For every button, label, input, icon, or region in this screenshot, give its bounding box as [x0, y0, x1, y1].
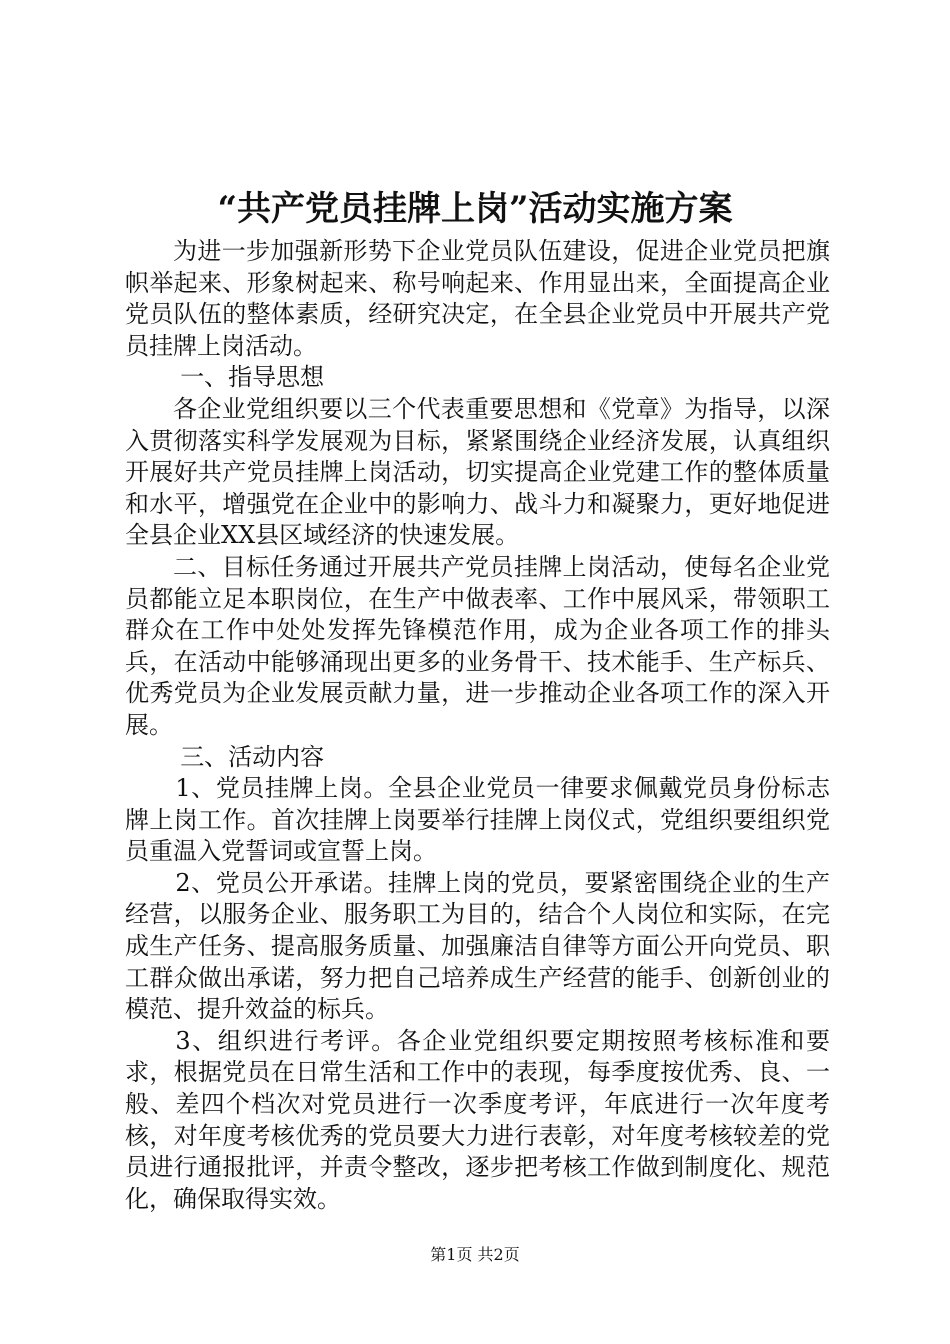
paragraph-intro: 为进一步加强新形势下企业党员队伍建设，促进企业党员把旗帜举起来、形象树起来、称号响起来、作用显出来，全面提高企业党员队伍的整体素质，经研究决定，在全县企业党员中开展共产党员挂牌上岗活动。 [125, 237, 830, 360]
list-item-evaluation: 3、组织进行考评。各企业党组织要定期按照考核标准和要求，根据党员在日常生活和工作中的表现，每季度按优秀、良、一般、差四个档次对党员进行一次季度考评，年底进行一次年度考核，对年度考核优秀的党员要大力进行表彰，对年度考核较差的党员进行通报批评，并责令整改，逐步把考核工作做到制度化、规范化，确保取得实效。 [125, 1026, 830, 1213]
section-heading-activity-content: 三、活动内容 [180, 742, 325, 771]
document-body [125, 236, 830, 1215]
page-number-footer: 第1页 共2页 [430, 1245, 520, 1264]
document-title: “共产党员挂牌上岗”活动实施方案 [217, 189, 733, 229]
paragraph-guiding-ideology: 各企业党组织要以三个代表重要思想和《党章》为指导，以深入贯彻落实科学发展观为目标，紧紧围绕企业经济发展，认真组织开展好共产党员挂牌上岗活动，切实提高企业党建工作的整体质量和水平，增强党在企业中的影响力、战斗力和凝聚力，更好地促进全县企业XX县区域经济的快速发展。 [125, 394, 830, 550]
section-heading-guiding-ideology: 一、指导思想 [180, 363, 325, 392]
paragraph-goals-tasks: 二、目标任务通过开展共产党员挂牌上岗活动，使每名企业党员都能立足本职岗位，在生产中做表率、工作中展风采，带领职工群众在工作中处处发挥先锋模范作用，成为企业各项工作的排头兵，在活动中能够涌现出更多的业务骨干、技术能手、生产标兵、优秀党员为企业发展贡献力量，进一步推动企业各项工作的深入开展。 [125, 552, 830, 739]
list-item-badge-on-duty: 1、党员挂牌上岗。全县企业党员一律要求佩戴党员身份标志牌上岗工作。首次挂牌上岗要举行挂牌上岗仪式，党组织要组织党员重温入党誓词或宣誓上岗。 [125, 774, 830, 866]
list-item-public-commitment: 2、党员公开承诺。挂牌上岗的党员，要紧密围绕企业的生产经营，以服务企业、服务职工为目的，结合个人岗位和实际，在完成生产任务、提高服务质量、加强廉洁自律等方面公开向党员、职工群众做出承诺，努力把自己培养成生产经营的能手、创新创业的模范、提升效益的标兵。 [125, 868, 830, 1024]
